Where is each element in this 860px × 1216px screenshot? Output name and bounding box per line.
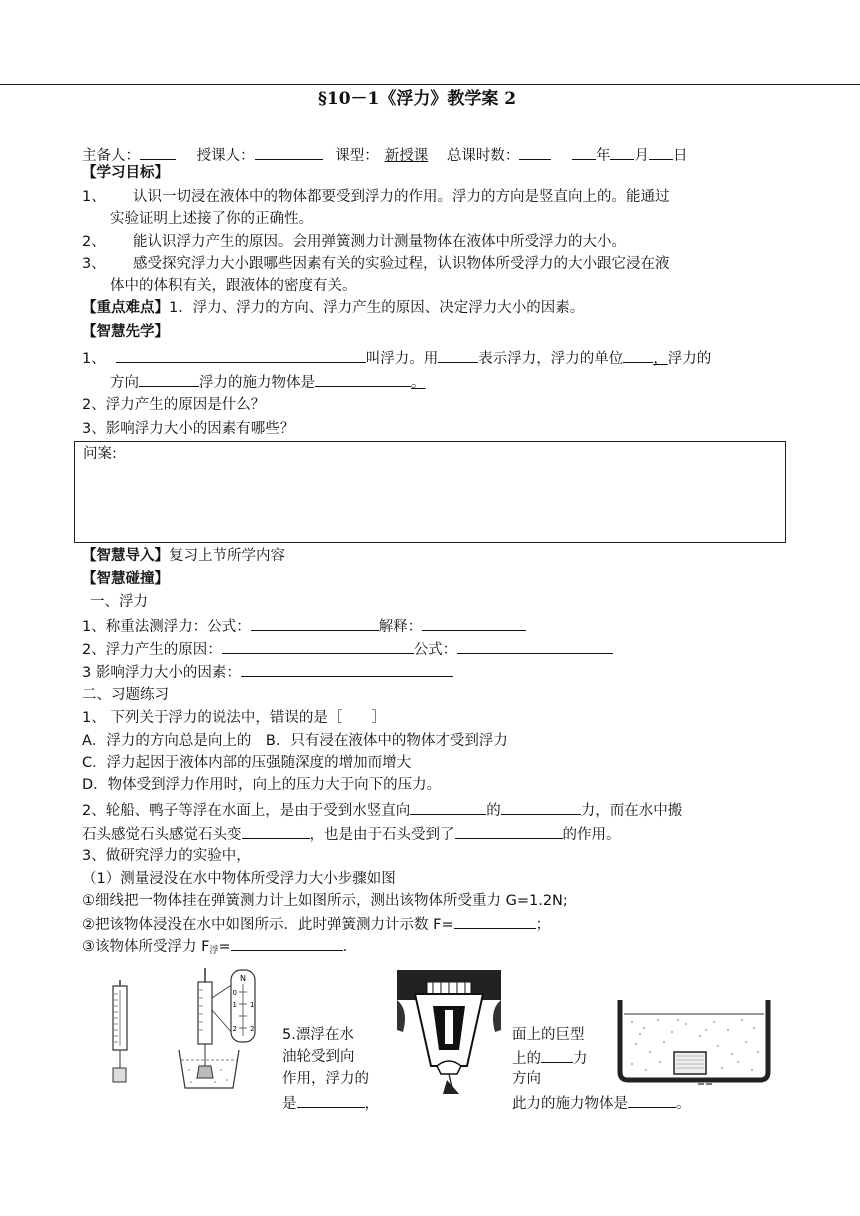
page-title: §10－1《浮力》教学案 2 xyxy=(318,89,517,109)
step-3 xyxy=(82,935,357,961)
q5-left-4-text: 是 xyxy=(282,1096,297,1112)
spring-scale-in-water-figure xyxy=(175,966,267,1090)
type-label: 课型： xyxy=(335,148,379,164)
q5-right-2-text: 上的 xyxy=(512,1051,541,1067)
q5-right-2 xyxy=(512,1047,588,1069)
gauge-tick-2-right: 2 xyxy=(250,1025,255,1033)
q5-left-1: 5.漂浮在水 xyxy=(282,1027,354,1043)
day-label: 日 xyxy=(672,148,688,164)
step-3-text: ③该物体所受浮力 F xyxy=(82,939,210,955)
step-3-blank[interactable] xyxy=(231,935,343,951)
clash-line-1 xyxy=(82,615,526,637)
preview-q1-text-b: 表示浮力，浮力的单位 xyxy=(478,351,624,367)
exercise-2-blank-direction[interactable] xyxy=(410,799,486,815)
explain-blank[interactable] xyxy=(422,615,526,631)
q5-right-2-end: 力 xyxy=(573,1051,588,1067)
q5-blank-source-left[interactable] xyxy=(297,1092,365,1108)
step-1: ①细线把一物体挂在弹簧测力计上如图所示，测出该物体所受重力 G=1.2N; xyxy=(82,893,568,909)
exercise-2-text-d: 石头感觉石头感觉石头变 xyxy=(82,827,242,843)
preview-q1-blank-unit[interactable] xyxy=(623,347,653,363)
exercise-2-text-b: 的 xyxy=(486,803,501,819)
clash-line-1-label: 1、称重法测浮力：公式： xyxy=(82,619,251,635)
question-box[interactable] xyxy=(74,441,786,543)
ship-illustration xyxy=(397,970,501,1094)
exercise-2-blank-force[interactable] xyxy=(501,799,581,815)
goal-3-num: 3、 xyxy=(82,256,106,272)
q5-left-4 xyxy=(282,1092,379,1114)
hours-blank[interactable] xyxy=(519,144,551,160)
intro-heading: 【智慧导入】 xyxy=(82,548,169,564)
preview-q3: 3、影响浮力大小的因素有哪些？ xyxy=(82,421,295,437)
step-2 xyxy=(82,913,550,935)
step-3-equals: = xyxy=(218,939,231,955)
exercise-1: 1、 下列关于浮力的说法中，错误的是［ ］ xyxy=(82,710,386,726)
preparer-label: 主备人： xyxy=(82,148,140,164)
explain-label: 解释： xyxy=(378,619,423,635)
q5-right-4-text: 此力的施力物体是 xyxy=(512,1096,628,1112)
question-box-label: 问案: xyxy=(83,446,117,462)
month-blank[interactable] xyxy=(610,144,634,160)
part1-heading: 一、浮力 xyxy=(90,594,148,610)
hours-label: 总课时数： xyxy=(446,148,520,164)
q5-right-4-end: 。 xyxy=(676,1096,691,1112)
water-tank-figure xyxy=(614,996,774,1088)
goal-1-text: 认识一切浸在液体中的物体都要受到浮力的作用。浮力的方向是竖直向上的。能通过 xyxy=(133,189,670,205)
weighing-formula-blank[interactable] xyxy=(251,615,379,631)
step-3-end: ． xyxy=(342,939,358,955)
preview-q1 xyxy=(82,347,711,369)
preview-q1-text-d: 浮力的 xyxy=(667,351,712,367)
preview-q1-blank-direction[interactable] xyxy=(139,371,199,387)
clash-line-3-label: 3 影响浮力大小的因素： xyxy=(82,665,241,681)
goal-1-num: 1、 xyxy=(82,189,106,205)
q5-right-3: 方向 xyxy=(512,1071,541,1087)
clash-line-3 xyxy=(82,661,453,683)
formula-label: 公式： xyxy=(413,642,458,658)
step-2-text: ②把该物体浸没在水中如图所示．此时弹簧测力计示数 F= xyxy=(82,917,454,933)
step-3-subscript: 浮 xyxy=(209,946,219,956)
formula-blank[interactable] xyxy=(457,638,613,654)
q5-blank-source-right[interactable] xyxy=(628,1092,676,1108)
goals-heading: 【学习目标】 xyxy=(82,165,169,181)
exercise-2-text-a: 2、轮船、鸭子等浮在水面上，是由于受到水竖直向 xyxy=(82,803,411,819)
header-line xyxy=(82,144,687,166)
exercise-2-text-c: 力，而在水中搬 xyxy=(580,803,683,819)
key-line xyxy=(82,298,584,318)
year-blank[interactable] xyxy=(572,144,596,160)
month-label: 月 xyxy=(634,148,649,164)
preparer-blank[interactable] xyxy=(140,144,176,160)
cause-blank[interactable] xyxy=(222,638,414,654)
top-rule xyxy=(0,84,860,85)
exercise-2-text-e: ，也是由于石头受到了 xyxy=(309,827,455,843)
exercise-3-sub: （1）测量浸没在水中物体所受浮力大小步骤如图 xyxy=(82,871,396,887)
option-d: D．物体受到浮力作用时，向上的压力大于向下的压力。 xyxy=(82,777,442,793)
q5-left-2: 油轮受到向 xyxy=(282,1049,355,1065)
preview-q1-text-a: 叫浮力。用 xyxy=(365,351,439,367)
intro-text: 复习上节所学内容 xyxy=(169,548,285,564)
clash-heading: 【智慧碰撞】 xyxy=(82,571,169,587)
q5-blank-force[interactable] xyxy=(541,1047,573,1063)
factors-blank[interactable] xyxy=(241,661,453,677)
q5-left-4-end: ， xyxy=(364,1096,379,1112)
goal-1-text-cont: 实验证明上述接了你的正确性。 xyxy=(110,211,313,227)
gauge-tick-0: 0 xyxy=(232,989,237,997)
exercise-2-blank-feel[interactable] xyxy=(242,823,310,839)
q5-right-1: 面上的巨型 xyxy=(512,1027,585,1043)
exercise-2-cont xyxy=(82,823,621,845)
preview-q1-num: 1、 xyxy=(82,351,106,367)
gauge-tick-1-left: 1 xyxy=(232,1001,237,1009)
clash-line-2-label: 2、浮力产生的原因： xyxy=(82,642,222,658)
preview-q1-blank-source[interactable] xyxy=(315,371,411,387)
step-2-end: ； xyxy=(535,917,551,933)
gauge-tick-2-left: 2 xyxy=(232,1025,237,1033)
option-c: C．浮力起因于液体内部的压强随深度的增加而增大 xyxy=(82,755,412,771)
preview-heading: 【智慧先学】 xyxy=(82,324,169,340)
intro-line xyxy=(82,546,285,566)
preview-q1-blank-definition[interactable] xyxy=(116,347,366,363)
exercise-2-blank-cause[interactable] xyxy=(455,823,563,839)
type-value: 新授课 xyxy=(384,148,429,164)
key-text: 1．浮力、浮力的方向、浮力产生的原因、决定浮力大小的因素。 xyxy=(169,300,585,316)
exercise-2 xyxy=(82,799,682,821)
preview-q1-end: 。 xyxy=(411,375,426,391)
preview-q1-cont xyxy=(110,371,426,393)
year-label: 年 xyxy=(595,148,611,164)
q5-left-3: 作用，浮力的 xyxy=(282,1071,369,1087)
preview-q1-comma: ， xyxy=(653,351,668,367)
preview-q1-text-f: 浮力的施力物体是 xyxy=(199,375,315,391)
key-heading: 【重点难点】 xyxy=(82,300,169,316)
preview-q1-blank-symbol[interactable] xyxy=(438,347,478,363)
teacher-label: 授课人： xyxy=(196,148,255,164)
clash-line-2 xyxy=(82,638,613,660)
spring-scale-in-air-figure xyxy=(100,980,140,1088)
goal-3-text: 感受探究浮力大小跟哪些因素有关的实验过程，认识物体所受浮力的大小跟它浸在液 xyxy=(133,256,670,272)
exercise-2-text-f: 的作用。 xyxy=(562,827,621,843)
q5-right-4 xyxy=(512,1092,691,1114)
preview-q2: 2、浮力产生的原因是什么？ xyxy=(82,397,266,413)
step-2-blank[interactable] xyxy=(454,913,536,929)
option-a-b: A．浮力的方向总是向上的 B．只有浸在液体中的物体才受到浮力 xyxy=(82,733,508,749)
preview-q1-text-e: 方向 xyxy=(110,375,139,391)
gauge-tick-1-right: 1 xyxy=(250,1001,255,1009)
part2-heading: 二、习题练习 xyxy=(82,687,169,703)
goal-2-text: 能认识浮力产生的原因。会用弹簧测力计测量物体在液体中所受浮力的大小。 xyxy=(133,234,626,250)
teacher-blank[interactable] xyxy=(255,144,323,160)
exercise-3: 3、做研究浮力的实验中， xyxy=(82,848,251,864)
gauge-label-n: N xyxy=(240,974,246,983)
goal-2-num: 2、 xyxy=(82,234,106,250)
day-blank[interactable] xyxy=(649,144,673,160)
goal-3-text-cont: 体中的体积有关，跟液体的密度有关。 xyxy=(110,278,357,294)
